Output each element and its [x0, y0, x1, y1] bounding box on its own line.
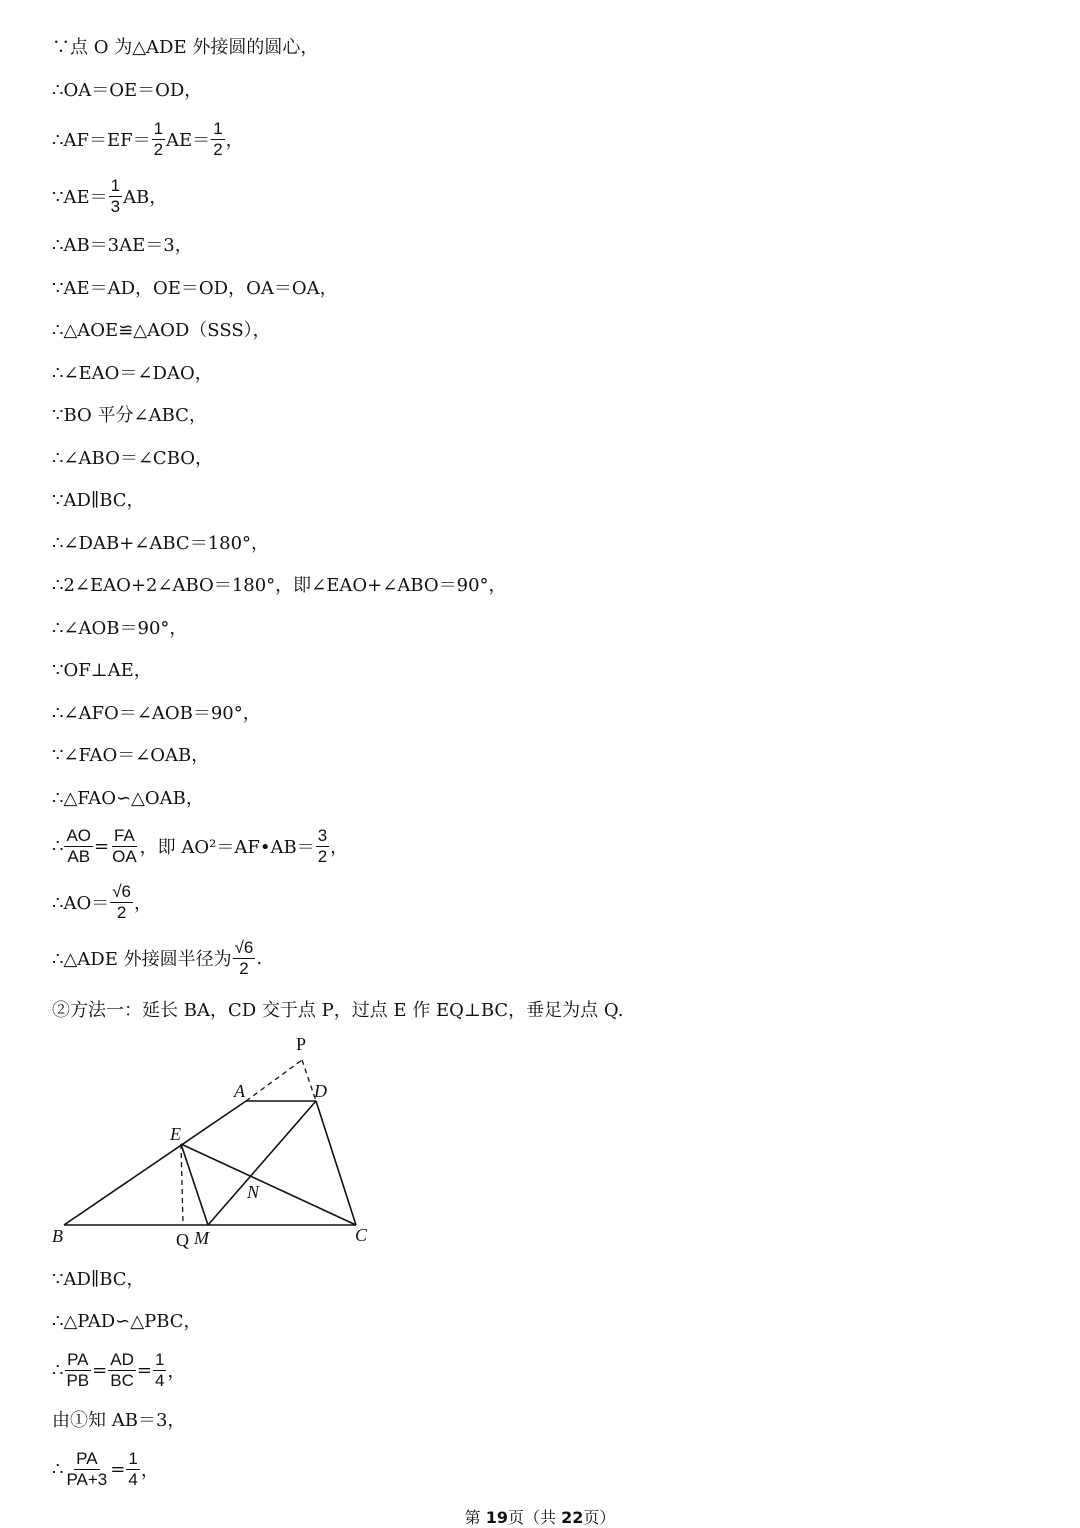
proof-line-25	[52, 1344, 185, 1396]
line-text: ∴AB＝3AE＝3，	[52, 235, 193, 256]
proof-line-2	[52, 69, 202, 109]
proof-line-3	[52, 113, 244, 165]
segment-ba	[64, 1101, 246, 1225]
fraction-numerator: √6	[112, 881, 132, 901]
fraction	[64, 1350, 91, 1391]
fraction	[316, 826, 329, 867]
line-text: ∵点 O 为△ADE 外接圆的圆心，	[52, 37, 319, 58]
fraction	[153, 1350, 166, 1391]
line-text: AB，	[123, 187, 168, 208]
fraction	[108, 1350, 136, 1391]
line-text: ∴△ADE 外接圆半径为	[52, 949, 232, 970]
fraction	[233, 938, 256, 979]
fraction	[109, 176, 122, 217]
fraction-denominator: PA+3	[66, 1469, 108, 1489]
fraction	[126, 1449, 139, 1490]
line-text: ∴△PAD∽△PBC，	[52, 1311, 202, 1332]
line-text: 由①知 AB＝3，	[52, 1410, 186, 1431]
line-text: ∴	[52, 835, 64, 857]
label-b: B	[52, 1226, 63, 1246]
label-a: A	[234, 1081, 245, 1101]
proof-line-19	[52, 820, 348, 872]
line-text: ∴AO＝	[52, 893, 110, 914]
fraction-numerator: PA	[76, 1448, 98, 1468]
proof-line-7	[52, 309, 271, 349]
label-p: P	[296, 1034, 307, 1054]
line-text: ∴∠DAB+∠ABC＝180°，	[52, 533, 270, 554]
fraction-numerator: 3	[317, 825, 328, 845]
fraction-numerator: PA	[67, 1349, 89, 1369]
fraction-numerator: AD	[110, 1349, 134, 1369]
fraction-numerator: 1	[154, 1349, 165, 1369]
proof-line-26	[52, 1399, 185, 1439]
line-text: ，	[167, 1361, 186, 1382]
proof-line-24	[52, 1300, 202, 1340]
fraction-numerator: 1	[153, 118, 164, 138]
fraction-numerator: 1	[128, 1448, 138, 1468]
proof-line-5	[52, 224, 193, 264]
line-text: ∴OA＝OE＝OD，	[52, 80, 203, 101]
line-text: ，	[140, 1460, 159, 1481]
proof-line-6	[52, 267, 338, 307]
fraction-denominator: 2	[239, 958, 249, 978]
fraction-numerator: FA	[113, 825, 135, 845]
line-text: ∴△FAO∽△OAB，	[52, 788, 204, 809]
fraction	[110, 826, 139, 867]
segment-dc	[316, 1101, 356, 1225]
fraction	[152, 119, 165, 160]
footer-text: 页（共	[507, 1508, 562, 1527]
line-text: .	[256, 947, 263, 969]
fraction-denominator: BC	[110, 1370, 134, 1390]
fraction	[110, 882, 133, 923]
label-d: D	[314, 1081, 327, 1101]
fraction-denominator: 3	[110, 196, 121, 216]
line-text: ，	[134, 893, 153, 914]
line-text: ∵AD∥BC，	[52, 1269, 145, 1290]
fraction-denominator: 4	[128, 1469, 138, 1489]
line-text: =	[94, 835, 110, 857]
line-text: ∵BO 平分∠ABC，	[52, 405, 207, 426]
proof-line-14	[52, 607, 187, 647]
line-text: ∴∠EAO＝∠DAO，	[52, 363, 213, 384]
proof-line-21	[52, 932, 262, 984]
segment-md	[208, 1101, 316, 1225]
fraction-numerator: 1	[110, 175, 121, 195]
dashed-eq	[181, 1144, 183, 1225]
line-text: ∴∠AFO＝∠AOB＝90°，	[52, 703, 261, 724]
proof-line-9	[52, 394, 207, 434]
line-text: ∴2∠EAO+2∠ABO＝180°，即∠EAO+∠ABO＝90°，	[52, 575, 507, 596]
proof-line-22	[52, 989, 623, 1029]
footer-text: 页）	[583, 1508, 616, 1527]
proof-line-1	[52, 26, 318, 66]
page-footer	[0, 1505, 1080, 1528]
total-page-count: 22	[561, 1508, 584, 1527]
proof-line-23	[52, 1258, 145, 1298]
line-text: ∴	[52, 1359, 64, 1381]
line-text: ②方法一：延长 BA，CD 交于点 P，过点 E 作 EQ⊥BC，垂足为点 Q.	[52, 1000, 624, 1021]
label-c: C	[355, 1225, 368, 1245]
segment-em	[181, 1144, 208, 1225]
label-m: M	[194, 1228, 209, 1248]
proof-line-10	[52, 437, 213, 477]
fraction-numerator: √6	[234, 937, 254, 957]
line-text: ∴AF＝EF＝	[52, 130, 151, 151]
line-text: ∵OF⊥AE，	[52, 660, 152, 681]
footer-text: 第	[464, 1508, 486, 1527]
line-text: ，	[225, 130, 244, 151]
fraction-numerator: 1	[213, 118, 223, 138]
proof-line-15	[52, 649, 152, 689]
fraction-denominator: OA	[112, 846, 137, 866]
dashed-ap	[246, 1060, 302, 1101]
line-text: =	[92, 1359, 108, 1381]
geometry-diagram	[40, 1030, 390, 1255]
fraction-denominator: 2	[317, 846, 328, 866]
line-text: ∵AD∥BC，	[52, 490, 145, 511]
label-e: E	[170, 1124, 181, 1144]
line-text: =	[110, 1458, 126, 1480]
fraction	[64, 826, 93, 867]
proof-line-18	[52, 777, 204, 817]
proof-line-20	[52, 876, 152, 928]
fraction-denominator: 4	[154, 1370, 165, 1390]
line-text: ，即 AO²＝AF•AB＝	[139, 837, 315, 858]
fraction-numerator: AO	[66, 825, 92, 845]
label-n: N	[247, 1182, 260, 1202]
fraction-denominator: 2	[153, 139, 164, 159]
line-text: =	[136, 1359, 152, 1381]
fraction-denominator: 2	[116, 902, 127, 922]
fraction-denominator: PB	[66, 1370, 90, 1390]
line-text: ∴	[52, 1458, 64, 1480]
proof-line-16	[52, 692, 261, 732]
line-text: AE＝	[166, 130, 211, 151]
proof-line-13	[52, 564, 507, 604]
current-page-number: 19	[485, 1508, 508, 1527]
fraction	[211, 119, 224, 160]
label-q: Q	[176, 1230, 189, 1250]
line-text: ，	[330, 837, 349, 858]
proof-line-27	[52, 1443, 159, 1495]
proof-line-12	[52, 522, 269, 562]
line-text: ∵AE＝AD，OE＝OD，OA＝OA，	[52, 278, 338, 299]
fraction-denominator: 2	[213, 139, 223, 159]
proof-line-17	[52, 734, 209, 774]
proof-line-8	[52, 352, 213, 392]
fraction-denominator: AB	[67, 846, 91, 866]
fraction	[64, 1449, 109, 1490]
proof-line-11	[52, 479, 145, 519]
line-text: ∴∠ABO＝∠CBO，	[52, 448, 214, 469]
line-text: ∵AE＝	[52, 187, 108, 208]
proof-line-4	[52, 170, 167, 222]
line-text: ∴∠AOB＝90°，	[52, 618, 188, 639]
line-text: ∵∠FAO＝∠OAB，	[52, 745, 210, 766]
line-text: ∴△AOE≌△AOD（SSS），	[52, 320, 271, 341]
